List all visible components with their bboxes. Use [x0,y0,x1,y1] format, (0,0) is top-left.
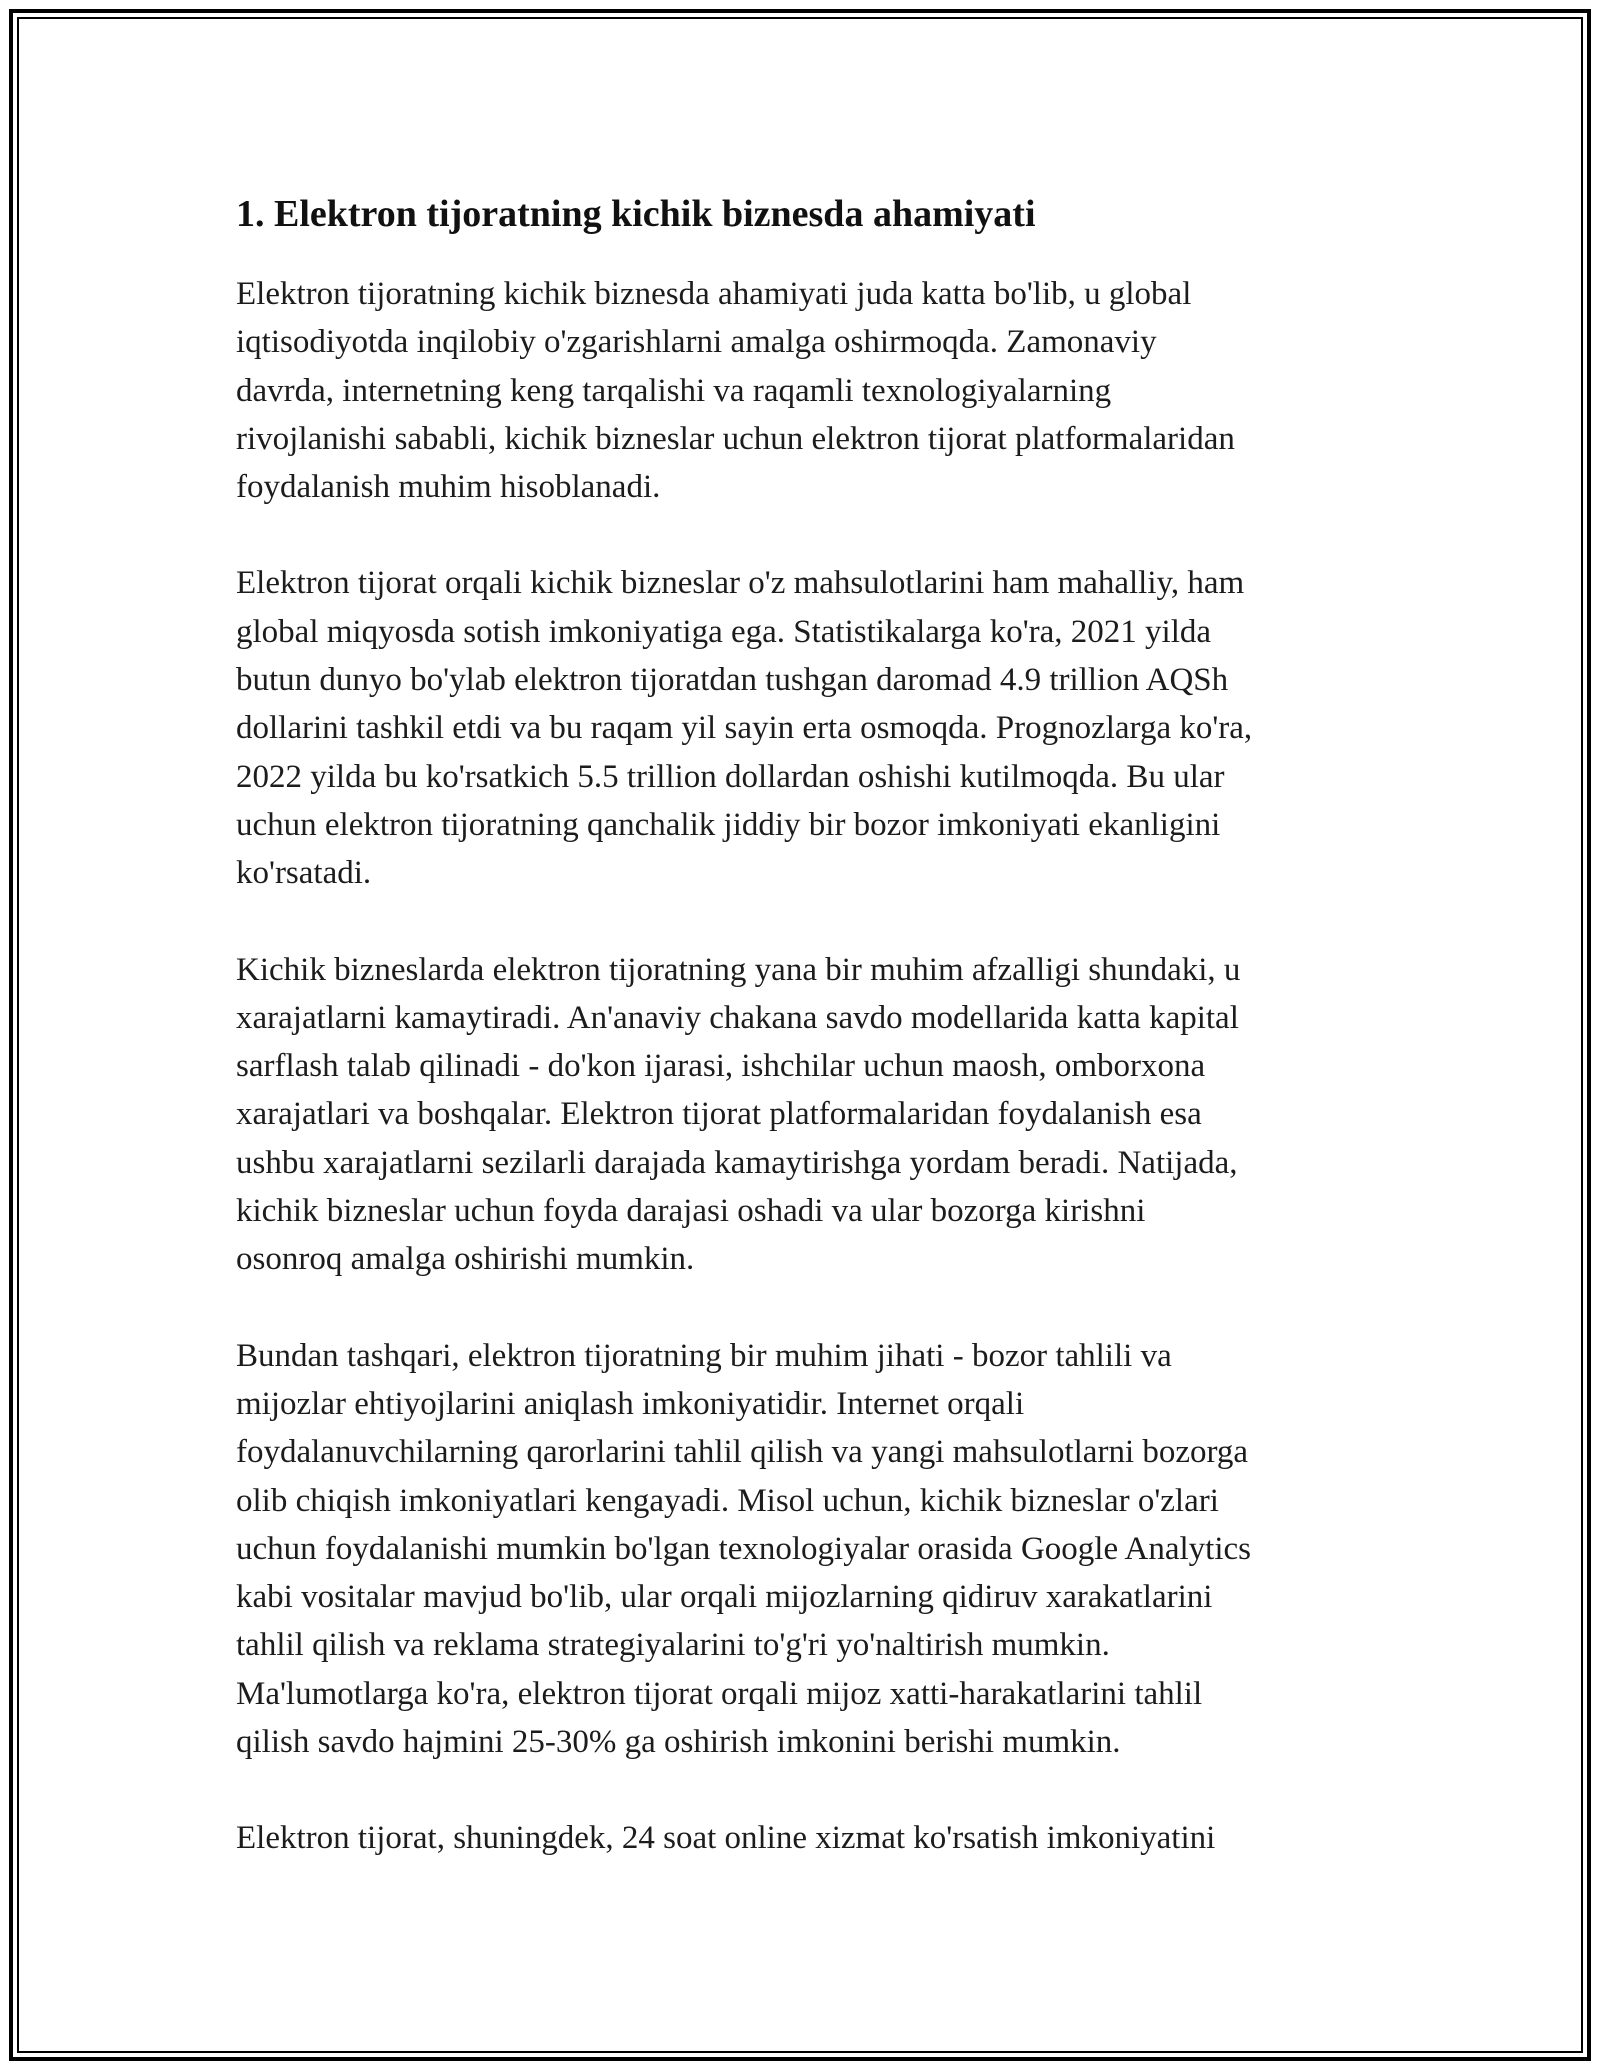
paragraph-line: osonroq amalga oshirishi mumkin. [236,1241,695,1278]
paragraph-line: uchun foydalanishi mumkin bo'lgan texnologiyalar orasida Google Analytics [236,1530,1251,1567]
paragraph-line: tahlil qilish va reklama strategiyalarini to'g'ri yo'naltirish mumkin. [236,1627,1110,1664]
paragraph-line: dollarini tashkil etdi va bu raqam yil sayin erta osmoqda. Prognozlarga ko'ra, [236,710,1253,747]
page-title: 1. Elektron tijoratning kichik biznesda ahamiyati [236,193,1036,235]
paragraph-1 [236,270,1376,511]
paragraph-line: rivojlanishi sababli, kichik bizneslar uchun elektron tijorat platformalaridan [236,420,1235,457]
paragraph-line: Elektron tijorat orqali kichik bizneslar o'z mahsulotlarini ham mahalliy, ham [236,565,1245,602]
paragraph-line: butun dunyo bo'ylab elektron tijoratdan tushgan daromad 4.9 trillion AQSh [236,662,1229,699]
paragraph-line: kichik bizneslar uchun foyda darajasi oshadi va ular bozorga kirishni [236,1193,1146,1230]
paragraph-line: iqtisodiyotda inqilobiy o'zgarishlarni amalga oshirmoqda. Zamonaviy [236,324,1157,361]
paragraph-line: global miqyosda sotish imkoniyatiga ega. Statistikalarga ko'ra, 2021 yilda [236,613,1212,650]
paragraph-line: qilish savdo hajmini 25-30% ga oshirish imkonini berishi mumkin. [236,1724,1121,1761]
paragraph-line: Bundan tashqari, elektron tijoratning bir muhim jihati - bozor tahlili va [236,1337,1172,1374]
paragraph-2 [236,559,1376,897]
paragraph-3 [236,946,1376,1284]
paragraph-line: xarajatlarni kamaytiradi. An'anaviy chakana savdo modellarida katta kapital [236,999,1239,1036]
paragraph-line: Kichik bizneslarda elektron tijoratning yana bir muhim afzalligi shundaki, u [236,951,1241,988]
paragraph-line: Ma'lumotlarga ko'ra, elektron tijorat orqali mijoz xatti-harakatlarini tahlil [236,1675,1203,1712]
paragraph-line: ushbu xarajatlarni sezilarli darajada kamaytirishga yordam beradi. Natijada, [236,1144,1238,1181]
paragraph-line: olib chiqish imkoniyatlari kengayadi. Misol uchun, kichik bizneslar o'zlari [236,1482,1219,1519]
paragraph-line: Elektron tijorat, shuningdek, 24 soat online xizmat ko'rsatish imkoniyatini [236,1820,1216,1857]
paragraph-line: sarflash talab qilinadi - do'kon ijarasi, ishchilar uchun maosh, omborxona [236,1048,1206,1085]
paragraph-5 [236,1814,1376,1862]
paragraph-4 [236,1332,1376,1767]
paragraph-line: xarajatlari va boshqalar. Elektron tijorat platformalaridan foydalanish esa [236,1096,1202,1133]
paragraph-line: uchun elektron tijoratning qanchalik jiddiy bir bozor imkoniyati ekanligini [236,806,1221,843]
paragraph-line: Elektron tijoratning kichik biznesda ahamiyati juda katta bo'lib, u global [236,276,1192,312]
paragraph-line: davrda, internetning keng tarqalishi va raqamli texnologiyalarning [236,372,1112,409]
paragraph-line: foydalanuvchilarning qarorlarini tahlil qilish va yangi mahsulotlarni bozorga [236,1434,1249,1471]
paragraph-line: kabi vositalar mavjud bo'lib, ular orqali mijozlarning qidiruv xarakatlarini [236,1579,1213,1616]
paragraph-line: 2022 yilda bu ko'rsatkich 5.5 trillion dollardan oshishi kutilmoqda. Bu ular [236,758,1225,795]
document-body [236,185,1376,1911]
paragraph-line: foydalanish muhim hisoblanadi. [236,469,661,506]
paragraph-line: mijozlar ehtiyojlarini aniqlash imkoniyatidir. Internet orqali [236,1385,1025,1422]
paragraph-line: ko'rsatadi. [236,855,372,892]
